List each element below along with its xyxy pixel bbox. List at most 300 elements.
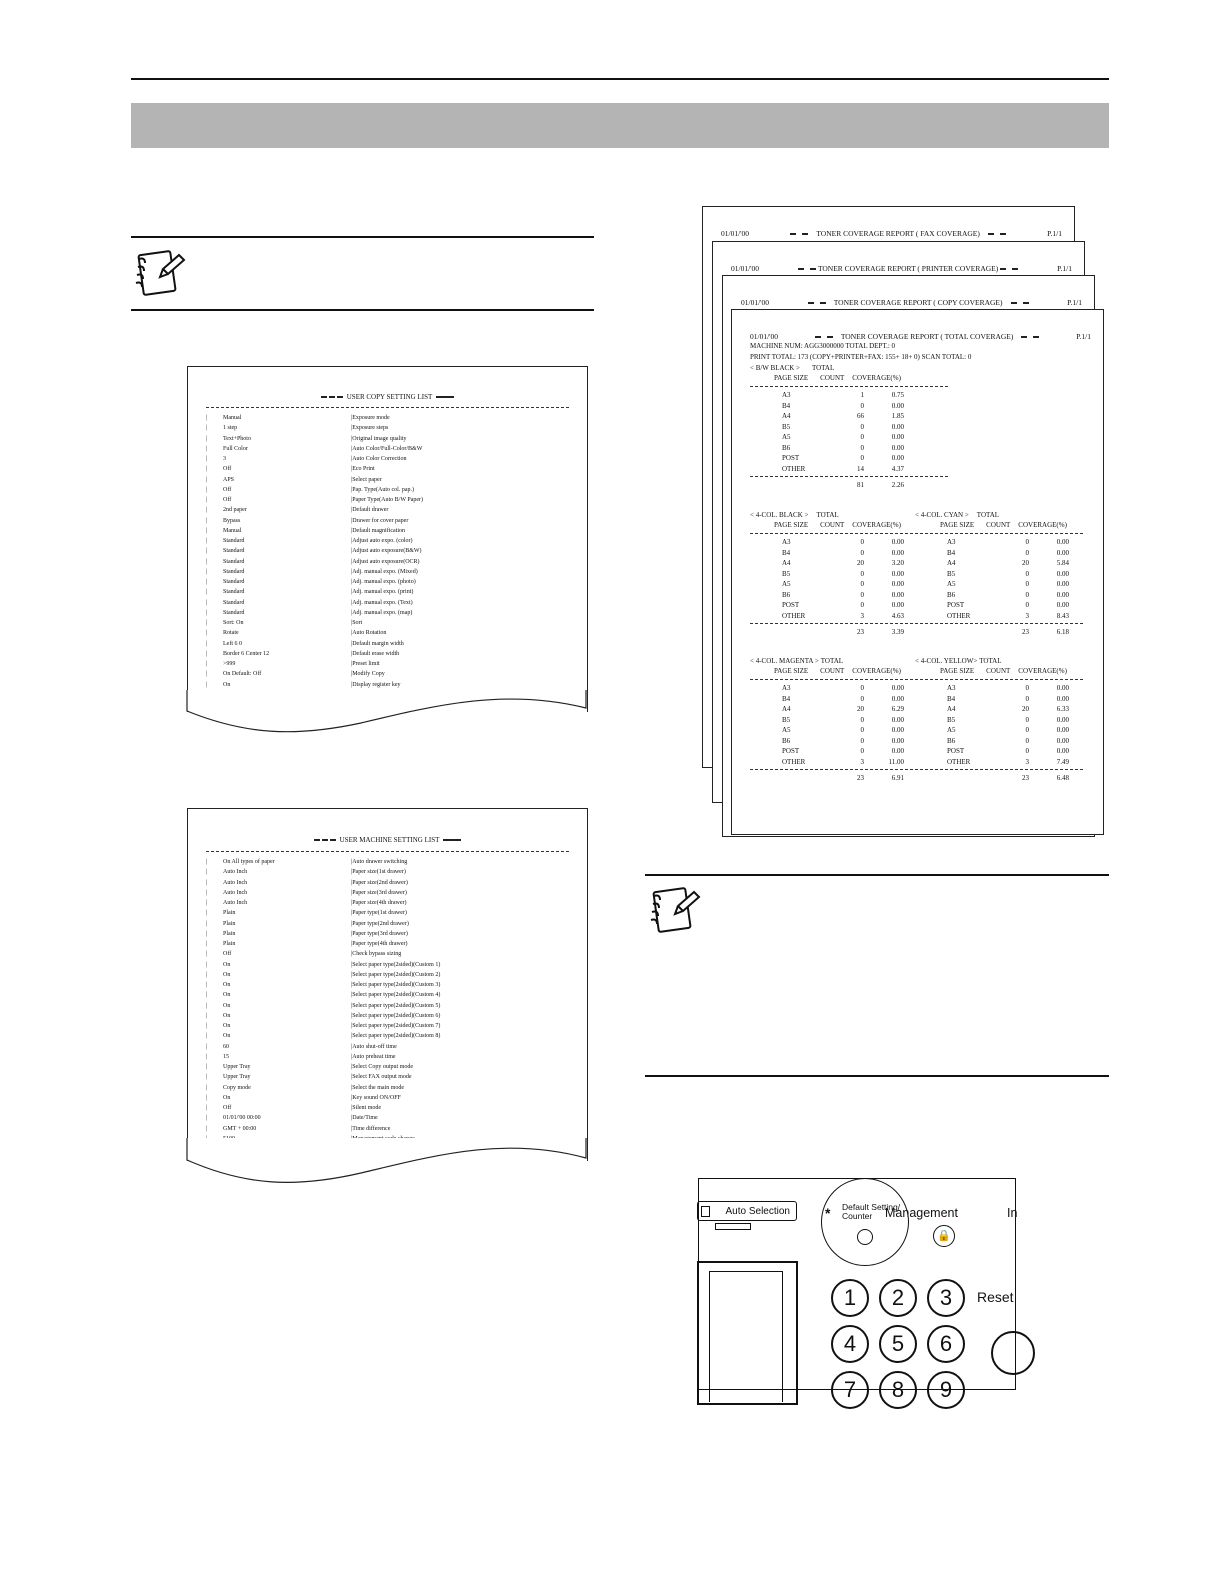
- column-divider: |: [206, 992, 208, 999]
- setting-label: Modify Copy: [352, 671, 385, 678]
- coverage-row: [915, 736, 1069, 747]
- cyan-columns: PAGE SIZE COUNT COVERAGE(%): [940, 521, 1067, 529]
- display-screen: [709, 1271, 783, 1402]
- coverage-row: [915, 569, 1069, 580]
- setting-row: [206, 495, 423, 505]
- column-divider: |: [351, 609, 353, 616]
- setting-label: Check bypass sizing: [352, 951, 402, 958]
- setting-label: Silent mode: [352, 1105, 382, 1111]
- setting-row: [206, 526, 423, 536]
- coverage-cell: 0.00: [891, 548, 904, 557]
- page-size-cell: B6: [947, 736, 956, 745]
- coverage-cell: 0.00: [891, 422, 904, 431]
- page-size-cell: B5: [782, 569, 791, 578]
- coverage-row: [750, 757, 904, 768]
- setting-label: Default drawer: [352, 507, 389, 514]
- column-divider: |: [206, 941, 208, 947]
- column-divider: |: [206, 507, 208, 514]
- setting-value: On: [223, 982, 231, 988]
- setting-row: [206, 1103, 440, 1113]
- column-divider: |: [206, 538, 208, 544]
- setting-label: Adj. manual expo. (print): [352, 589, 414, 596]
- count-cell: 0: [1025, 601, 1029, 609]
- setting-label: Preset limit: [352, 661, 380, 667]
- coverage-cell: 6.33: [1056, 705, 1069, 713]
- column-divider: |: [351, 486, 353, 493]
- count-cell: 0: [860, 433, 864, 441]
- magenta-total: [750, 773, 904, 784]
- setting-label: Paper size(3rd drawer): [352, 889, 407, 896]
- setting-value: 2nd paper: [223, 507, 247, 514]
- coverage-row: [750, 746, 904, 757]
- coverage-row: [750, 390, 904, 401]
- numeric-key-8[interactable]: 8: [879, 1371, 917, 1409]
- column-divider: |: [206, 579, 208, 585]
- count-cell: 66: [857, 412, 864, 420]
- column-divider: |: [351, 620, 353, 626]
- coverage-row: [915, 590, 1069, 601]
- yellow-columns: PAGE SIZE COUNT COVERAGE(%): [940, 667, 1067, 675]
- column-divider: |: [206, 859, 208, 865]
- column-divider: |: [351, 1125, 353, 1132]
- management-label: Management: [885, 1206, 958, 1220]
- coverage-cell: 0.00: [891, 401, 904, 410]
- coverage-row: [750, 464, 904, 475]
- coverage-cell: 0.00: [891, 694, 904, 703]
- numeric-key-2[interactable]: 2: [879, 1279, 917, 1317]
- coverage-cell: 0.00: [1056, 694, 1069, 703]
- column-divider: |: [351, 971, 353, 978]
- column-divider: |: [206, 971, 208, 978]
- column-divider: |: [206, 930, 208, 937]
- stop-clear-button[interactable]: [991, 1331, 1035, 1375]
- setting-value: Off: [223, 486, 232, 493]
- setting-label: Select the main mode: [352, 1084, 405, 1091]
- print-total-line: PRINT TOTAL: 173 (COPY+PRINTER+FAX: 155+ 18+ 0) SCAN TOTAL: 0: [750, 353, 972, 361]
- setting-value: Plain: [223, 930, 236, 937]
- spacer: [750, 480, 828, 491]
- page-size-cell: OTHER: [782, 757, 806, 766]
- setting-label: Paper type(3rd drawer): [352, 930, 408, 937]
- column-divider: |: [351, 1023, 353, 1029]
- setting-value: APS: [223, 476, 235, 483]
- coverage-cell: 4.63: [891, 611, 904, 620]
- setting-value: On: [223, 1023, 231, 1029]
- count-cell: 0: [860, 443, 864, 452]
- setting-row: [206, 516, 423, 526]
- coverage-row: [750, 600, 904, 611]
- setting-row: [206, 1113, 440, 1123]
- numeric-key-5[interactable]: 5: [879, 1325, 917, 1363]
- column-divider: |: [351, 859, 353, 865]
- coverage-row: [750, 422, 904, 433]
- setting-label: Adjust auto exposure(OCR): [352, 558, 420, 565]
- column-divider: |: [351, 1053, 353, 1060]
- page-size-cell: A5: [782, 433, 791, 441]
- column-divider: |: [351, 1094, 353, 1101]
- coverage-cell: 0.00: [891, 601, 904, 609]
- list-title: USER MACHINE SETTING LIST: [188, 836, 587, 844]
- setting-label: Default erase width: [352, 650, 400, 657]
- column-divider: |: [206, 671, 208, 678]
- operation-panel: [698, 1178, 1018, 1402]
- column-divider: |: [206, 951, 208, 958]
- page-size-cell: A5: [782, 580, 791, 588]
- column-divider: |: [206, 1012, 208, 1019]
- count-cell: 3: [860, 611, 864, 620]
- coverage-cell: 0.00: [1056, 715, 1069, 724]
- setting-row: [206, 929, 440, 939]
- setting-label: Default magnification: [352, 527, 406, 534]
- column-divider: |: [206, 889, 208, 896]
- setting-value: Rotate: [223, 630, 239, 637]
- setting-value: Plain: [223, 941, 236, 947]
- numeric-key-9[interactable]: 9: [927, 1371, 965, 1409]
- page-size-cell: B5: [782, 422, 791, 431]
- page-size-cell: A3: [947, 538, 956, 546]
- setting-row: [206, 949, 440, 959]
- count-cell: 0: [860, 715, 864, 724]
- setting-label: Display register key: [352, 681, 401, 688]
- setting-label: Select paper type(2sided)(Custom 2): [352, 971, 441, 978]
- setting-label: Eco Print: [352, 466, 375, 473]
- column-divider: |: [206, 456, 208, 462]
- column-divider: |: [351, 589, 353, 596]
- coverage-row: [915, 537, 1069, 548]
- coverage-row: [915, 579, 1069, 590]
- column-divider: |: [206, 589, 208, 596]
- black-label: < 4-COL. BLACK > TOTAL: [750, 511, 839, 519]
- column-divider: |: [206, 961, 208, 968]
- column-divider: |: [206, 415, 208, 421]
- column-divider: |: [206, 548, 208, 555]
- notepad-icon: [133, 247, 189, 301]
- page-size-cell: A3: [782, 391, 791, 399]
- column-divider: |: [206, 910, 208, 917]
- column-divider: |: [206, 1064, 208, 1070]
- setting-label: Drawer for cover paper: [352, 517, 409, 524]
- count-cell: 3: [1025, 757, 1029, 766]
- count-cell: 0: [1025, 580, 1029, 588]
- black-columns: PAGE SIZE COUNT COVERAGE(%): [774, 521, 901, 529]
- setting-row: [206, 970, 440, 980]
- total-row: [750, 480, 904, 491]
- count-cell: 0: [1025, 548, 1029, 557]
- page-size-cell: A4: [782, 705, 791, 713]
- column-divider: |: [206, 1053, 208, 1060]
- setting-row: [206, 475, 423, 485]
- coverage-row: [750, 715, 904, 726]
- setting-label: Paper size(2nd drawer): [352, 879, 408, 886]
- column-divider: |: [351, 507, 353, 514]
- setting-label: Select Copy output mode: [352, 1064, 414, 1070]
- setting-label: Paper Type(Auto B/W Paper): [352, 497, 424, 503]
- coverage-cell: 1.85: [891, 412, 904, 420]
- setting-label: Paper size(4th drawer): [352, 900, 407, 906]
- coverage-row: [750, 443, 904, 454]
- setting-value: Border 6 Center 12: [223, 650, 270, 657]
- setting-row: [206, 939, 440, 949]
- column-divider: |: [206, 869, 208, 876]
- column-divider: |: [351, 1002, 353, 1009]
- total-count: 81: [857, 481, 864, 489]
- coverage-cell: 8.43: [1056, 611, 1069, 620]
- note-rule-bottom: [131, 309, 594, 311]
- column-divider: |: [351, 869, 353, 876]
- page-size-cell: A5: [947, 726, 956, 734]
- user-copy-setting-list: [187, 366, 588, 712]
- highlight-circle: [821, 1178, 909, 1266]
- coverage-row: [750, 401, 904, 412]
- setting-value: Copy mode: [223, 1084, 251, 1091]
- total-row: [750, 773, 904, 784]
- count-cell: 0: [1025, 538, 1029, 546]
- coverage-cell: 0.00: [1056, 548, 1069, 557]
- total-coverage: 6.48: [1056, 774, 1069, 782]
- count-cell: 0: [860, 590, 864, 599]
- setting-value: GMT + 00:00: [223, 1125, 257, 1132]
- setting-value: On: [223, 992, 231, 999]
- setting-row: [206, 567, 423, 577]
- spacer: [750, 773, 828, 784]
- coverage-cell: 0.00: [891, 454, 904, 462]
- setting-value: >999: [223, 661, 236, 667]
- column-divider: |: [206, 982, 208, 988]
- total-count: 23: [1022, 774, 1029, 782]
- auto-selection-lamp: [715, 1223, 751, 1230]
- page-size-cell: B5: [947, 715, 956, 724]
- setting-row: [206, 1031, 440, 1041]
- column-divider: |: [351, 558, 353, 565]
- coverage-cell: 0.00: [891, 590, 904, 599]
- setting-label: Adj. manual expo. (map): [352, 609, 413, 616]
- note-rule-bottom: [645, 1075, 1109, 1077]
- setting-value: On: [223, 1033, 231, 1040]
- dash-line: [750, 769, 1083, 770]
- dash-line: [750, 476, 948, 477]
- total-count: 23: [1022, 628, 1029, 636]
- page-size-cell: POST: [782, 454, 800, 462]
- setting-label: Auto drawer switching: [352, 859, 408, 865]
- coverage-cell: 0.00: [1056, 736, 1069, 745]
- coverage-cell: 7.49: [1056, 757, 1069, 766]
- spacer: [915, 773, 993, 784]
- setting-value: Text+Photo: [223, 435, 251, 442]
- magenta-table: [750, 683, 904, 767]
- yellow-table: [915, 683, 1069, 767]
- coverage-row: [750, 590, 904, 601]
- count-cell: 20: [1022, 559, 1029, 567]
- numeric-key-6[interactable]: 6: [927, 1325, 965, 1363]
- column-divider: |: [206, 1074, 208, 1081]
- column-divider: |: [206, 640, 208, 647]
- setting-value: Off: [223, 1105, 232, 1111]
- setting-row: [206, 546, 423, 556]
- dash-line: [750, 533, 1083, 534]
- coverage-row: [915, 746, 1069, 757]
- column-divider: |: [206, 620, 208, 626]
- total-count: 23: [857, 628, 864, 636]
- black-table: [750, 537, 904, 621]
- count-cell: 0: [860, 538, 864, 546]
- coverage-row: [915, 611, 1069, 622]
- setting-row: [206, 878, 440, 888]
- setting-value: Off: [223, 951, 232, 958]
- count-cell: 0: [1025, 736, 1029, 745]
- column-divider: |: [206, 1115, 208, 1122]
- coverage-row: [915, 725, 1069, 736]
- user-machine-setting-list: [187, 808, 588, 1161]
- column-divider: |: [206, 1084, 208, 1091]
- setting-value: Standard: [223, 568, 245, 575]
- setting-row: [206, 618, 423, 628]
- bw-columns: PAGE SIZE COUNT COVERAGE(%): [774, 374, 901, 382]
- setting-label: Auto shut-off time: [352, 1043, 397, 1050]
- setting-row: [206, 680, 423, 690]
- setting-row: [206, 898, 440, 908]
- count-cell: 0: [860, 454, 864, 462]
- setting-row: [206, 485, 423, 495]
- column-divider: |: [351, 650, 353, 657]
- default-setting-counter-button[interactable]: [857, 1229, 873, 1245]
- setting-row: [206, 1011, 440, 1021]
- column-divider: |: [206, 517, 208, 524]
- coverage-row: [915, 715, 1069, 726]
- numeric-key-1[interactable]: 1: [831, 1279, 869, 1317]
- report-header: 01/01/'00 TONER COVERAGE REPORT ( FAX COVERAGE) P.1/1: [721, 229, 1062, 238]
- page-size-cell: B5: [947, 569, 956, 578]
- setting-label: Paper type(2nd drawer): [352, 920, 409, 927]
- column-divider: |: [351, 961, 353, 968]
- column-divider: |: [206, 486, 208, 493]
- lock-icon[interactable]: 🔒: [933, 1225, 955, 1247]
- setting-value: Standard: [223, 589, 245, 596]
- coverage-row: [750, 725, 904, 736]
- coverage-cell: 11.00: [888, 757, 904, 766]
- coverage-row: [915, 704, 1069, 715]
- column-divider: |: [351, 992, 353, 999]
- setting-value: On Default: Off: [223, 671, 262, 678]
- setting-value: Upper Tray: [223, 1064, 251, 1070]
- column-divider: |: [206, 661, 208, 667]
- page-size-cell: B6: [782, 736, 791, 745]
- page-size-cell: OTHER: [782, 464, 806, 473]
- setting-label: Adjust auto expo. (color): [352, 538, 413, 544]
- setting-label: Paper size(1st drawer): [352, 869, 406, 876]
- count-cell: 0: [1025, 726, 1029, 734]
- column-divider: |: [351, 538, 353, 544]
- page-size-cell: B4: [782, 401, 791, 410]
- coverage-row: [750, 453, 904, 464]
- setting-label: Select paper type(2sided)(Custom 5): [352, 1002, 441, 1009]
- magenta-columns: PAGE SIZE COUNT COVERAGE(%): [774, 667, 901, 675]
- setting-value: On: [223, 1002, 231, 1009]
- setting-label: Exposure mode: [352, 415, 390, 421]
- numeric-key-7[interactable]: 7: [831, 1371, 869, 1409]
- column-divider: |: [351, 951, 353, 958]
- coverage-cell: 0.00: [1056, 590, 1069, 599]
- report-sheet-total: [731, 309, 1104, 835]
- column-divider: |: [206, 1043, 208, 1050]
- setting-row: [206, 990, 440, 1000]
- total-coverage: 6.91: [891, 774, 904, 782]
- setting-value: Manual: [223, 527, 242, 534]
- count-cell: 20: [1022, 705, 1029, 713]
- page-size-cell: A4: [782, 559, 791, 567]
- coverage-row: [750, 736, 904, 747]
- numeric-key-4[interactable]: 4: [831, 1325, 869, 1363]
- setting-row: [206, 1083, 440, 1093]
- column-divider: |: [351, 671, 353, 678]
- column-divider: |: [351, 445, 353, 452]
- count-cell: 0: [1025, 694, 1029, 703]
- setting-row: [206, 1124, 440, 1134]
- column-divider: |: [206, 527, 208, 534]
- column-divider: |: [206, 650, 208, 657]
- column-divider: |: [206, 1125, 208, 1132]
- count-cell: 1: [860, 391, 864, 399]
- coverage-cell: 0.00: [1056, 747, 1069, 755]
- column-divider: |: [351, 517, 353, 524]
- setting-label: Select paper type(2sided)(Custom 6): [352, 1012, 441, 1019]
- page-size-cell: A3: [782, 684, 791, 692]
- coverage-cell: 0.00: [891, 538, 904, 546]
- cut-off-label: In: [1007, 1206, 1018, 1220]
- bw-label: < B/W BLACK > TOTAL: [750, 364, 835, 372]
- note-rule-top: [645, 874, 1109, 876]
- column-divider: |: [206, 609, 208, 616]
- setting-row: [206, 960, 440, 970]
- column-divider: |: [351, 900, 353, 906]
- setting-row: [206, 464, 423, 474]
- count-cell: 3: [1025, 611, 1029, 620]
- coverage-cell: 0.00: [891, 580, 904, 588]
- column-divider: |: [351, 930, 353, 937]
- setting-value: 60: [223, 1043, 229, 1050]
- setting-row: [206, 1062, 440, 1072]
- count-cell: 3: [860, 757, 864, 766]
- setting-row: [206, 557, 423, 567]
- setting-label: Time difference: [352, 1125, 391, 1132]
- column-divider: |: [351, 579, 353, 585]
- magenta-label: < 4-COL. MAGENTA > TOTAL: [750, 657, 844, 665]
- coverage-row: [750, 694, 904, 705]
- coverage-cell: 0.00: [891, 747, 904, 755]
- setting-row: [206, 659, 423, 669]
- dash-line: [750, 386, 948, 387]
- total-row: [915, 627, 1069, 638]
- column-divider: |: [351, 640, 353, 647]
- count-cell: 0: [860, 747, 864, 755]
- count-cell: 0: [1025, 569, 1029, 578]
- separator: [206, 407, 569, 408]
- count-cell: 0: [860, 569, 864, 578]
- numeric-key-3[interactable]: 3: [927, 1279, 965, 1317]
- auto-selection-key[interactable]: Auto Selection: [697, 1201, 797, 1221]
- setting-value: Auto Inch: [223, 869, 248, 876]
- report-header: 01/01/'00 TONER COVERAGE REPORT ( PRINTER COVERAGE) P.1/1: [731, 264, 1072, 273]
- column-divider: |: [206, 900, 208, 906]
- page-size-cell: B4: [782, 694, 791, 703]
- setting-value: Off: [223, 497, 232, 503]
- total-row: [750, 627, 904, 638]
- coverage-row: [750, 537, 904, 548]
- setting-label: Select paper type(2sided)(Custom 4): [352, 992, 441, 999]
- count-cell: 0: [1025, 747, 1029, 755]
- cyan-total: [915, 627, 1069, 638]
- page-size-cell: POST: [782, 601, 800, 609]
- reset-label: Reset: [977, 1289, 1014, 1305]
